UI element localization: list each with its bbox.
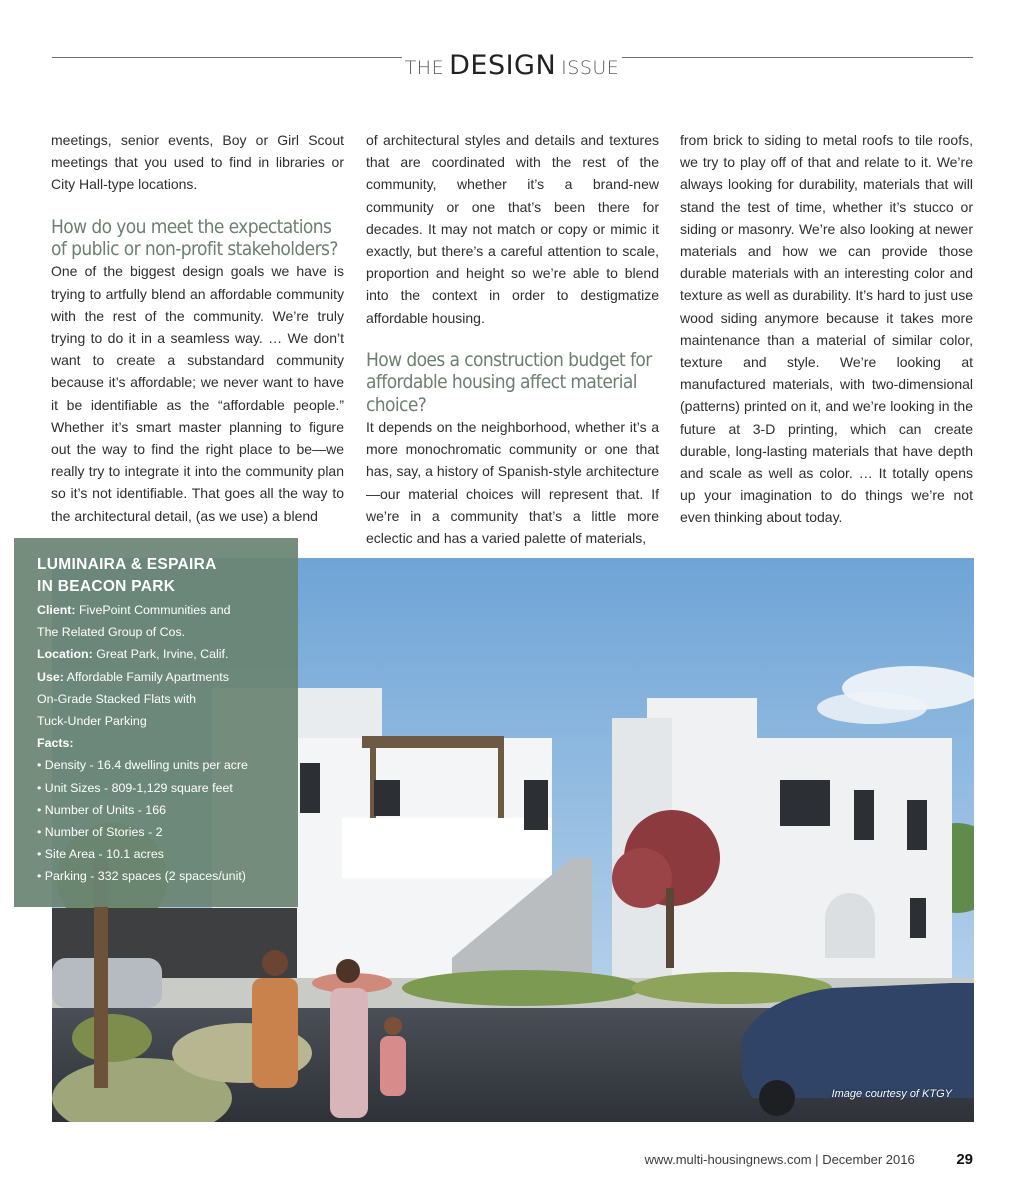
- fact-item: • Site Area - 10.1 acres: [37, 847, 164, 862]
- use-line: [37, 666, 286, 688]
- location-label: Location:: [37, 647, 93, 662]
- project-fact-box: [14, 538, 298, 907]
- col3-paragraph-1: from brick to siding to metal roofs to tile roofs, we try to play off of that and relate to it. We’re always looking for durability, materials that will stand the test of time, whether it’s stucco or siding or masonry. We’re also looking at newer materials and how we can provide those durable materials with an interesting color and texture as well as durability. It’s hard to just use wood siding anymore because it takes more maintenance than a material of similar color, texture and style. We’re looking at manufactured materials, with two-dimensional (patterns) printed on it, and we’re looking in the future at 3-D printing, which can create durable, long-lasting materials that have depth and scale as well as color. … It totally opens up your imagination to do things we’re not even thinking about today.: [680, 132, 973, 526]
- masthead-design: DESIGN: [449, 50, 557, 81]
- fact-item: • Number of Units - 166: [37, 802, 166, 817]
- fact-item: • Density - 16.4 dwelling units per acre: [37, 758, 248, 773]
- footer-separator: |: [815, 1152, 819, 1167]
- client-label: Client:: [37, 603, 76, 617]
- masthead-issue: ISSUE: [558, 57, 622, 79]
- col2-heading: How does a construction budget for affordable housing affect material choice?: [366, 348, 652, 416]
- column-2: [366, 129, 659, 549]
- masthead-the: THE: [402, 57, 447, 79]
- col1-paragraph-1: meetings, senior events, Boy or Girl Scout meetings that you used to find in libraries or City Hall-type locations.: [51, 132, 344, 193]
- client-value: FivePoint Communities and: [75, 603, 231, 617]
- col2-paragraph-1: of architectural styles and details and textures that are coordinated with the rest of the community, whether it’s a brand-new community or one that’s been there for decades. It may not match or copy or mimic it exactly, but there’s a careful attention to scale, proportion and height so we’re able to blend into the context in order to destigmatize affordable housing.: [366, 132, 659, 326]
- client-line: [37, 599, 286, 621]
- fact-item: • Number of Stories - 2: [37, 825, 163, 840]
- project-title-line-2: IN BEACON PARK: [37, 578, 176, 595]
- use-label: Use:: [37, 669, 64, 684]
- project-title-line-1: LUMINAIRA & ESPAIRA: [37, 556, 217, 573]
- location-value: Great Park, Irvine, Calif.: [92, 647, 229, 662]
- page-footer: [645, 1151, 973, 1168]
- fact-item: • Unit Sizes - 809-1,129 square feet: [37, 780, 233, 795]
- column-1: [51, 129, 344, 527]
- location-line: [37, 643, 286, 665]
- use-value: Affordable Family Apartments: [63, 669, 229, 684]
- use-value-line-3: Tuck-Under Parking: [37, 714, 147, 729]
- masthead: [0, 50, 1024, 81]
- image-credit: Image courtesy of KTGY: [831, 1088, 952, 1100]
- facts-label: Facts:: [37, 736, 74, 751]
- col1-heading: How do you meet the expectations of public or non-profit stakeholders?: [51, 215, 338, 261]
- fact-item: • Parking - 332 spaces (2 spaces/unit): [37, 869, 246, 884]
- client-value-line-2: The Related Group of Cos.: [37, 625, 186, 640]
- col1-paragraph-2: One of the biggest design goals we have is trying to artfully blend an affordable community with the rest of the community. We’re truly trying to do it in a seamless way. … We don’t want to create a substandard community because it’s affordable; we never want to have it be identifiable as the “affordable people.” Whether it’s smart master planning to figure out the way to find the right place to be—we really try to integrate it into the community plan so it’s not identifiable. That goes all the way to the architectural detail, (as we use) a blend: [51, 263, 344, 524]
- use-value-line-2: On-Grade Stacked Flats with: [37, 691, 197, 706]
- column-3: [680, 129, 973, 529]
- footer-website: www.multi-housingnews.com: [644, 1152, 812, 1167]
- col2-paragraph-2: It depends on the neighborhood, whether it’s a more monochromatic community or one that has, say, a history of Spanish-style architecture—our material choices will represent that. If we’re in a community that’s a little more eclectic and has a varied palette of materials,: [366, 419, 659, 547]
- page-number: 29: [956, 1151, 973, 1168]
- footer-date: December 2016: [822, 1152, 915, 1167]
